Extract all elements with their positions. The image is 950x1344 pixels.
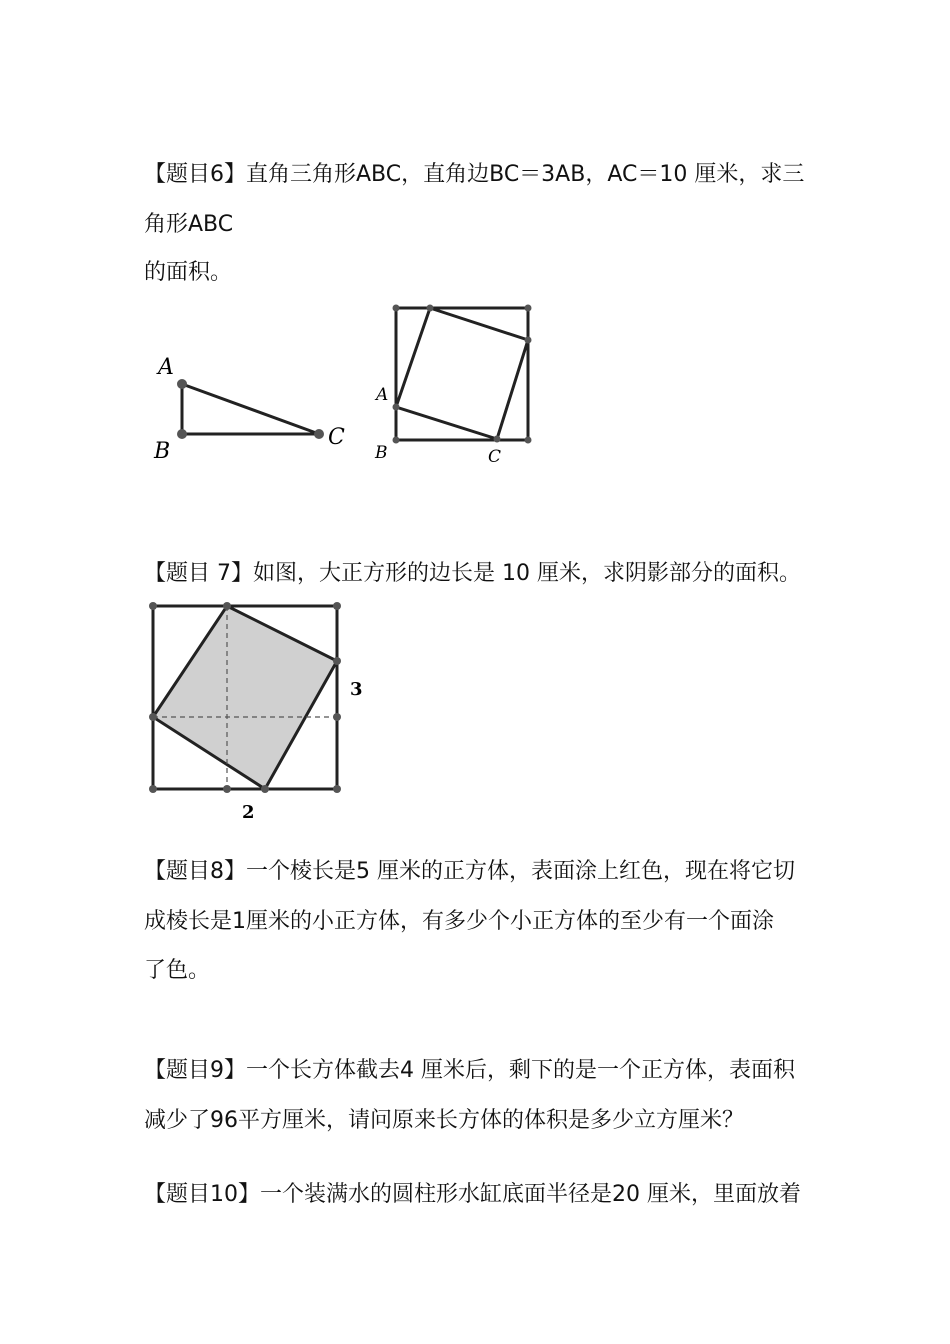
q6-square-figure	[370, 300, 540, 470]
corner-dot	[525, 305, 532, 312]
q6-text-line-1: 【题目6】直角三角形ABC，直角边BC＝3AB，AC＝10 厘米，求三	[144, 162, 805, 187]
q8-text-line-1: 【题目8】一个棱长是5 厘米的正方体，表面涂上红色，现在将它切	[144, 859, 795, 884]
triangle-label-c: C	[328, 425, 345, 450]
label-2: 2	[242, 802, 255, 823]
q6-text-line-3: 的面积。	[144, 260, 233, 285]
q8-text-line-3: 了色。	[144, 958, 211, 983]
triangle-vertex-b	[177, 429, 187, 439]
point-dot	[149, 785, 157, 793]
q9-text-line-2: 减少了96平方厘米，请问原来长方体的体积是多少立方厘米？	[144, 1108, 744, 1133]
q6-text-line-2: 角形ABC	[144, 212, 234, 237]
inner-vertex-dot	[427, 305, 434, 312]
q10-text-line-1: 【题目10】一个装满水的圆柱形水缸底面半径是20 厘米，里面放着	[144, 1182, 801, 1207]
q7-figure	[140, 595, 380, 825]
corner-dot	[393, 305, 400, 312]
q8-text-line-2: 成棱长是1厘米的小正方体，有多少个小正方体的至少有一个面涂	[144, 909, 774, 934]
square-label-b: B	[375, 443, 388, 463]
point-dot	[223, 602, 231, 610]
inner-vertex-dot	[494, 436, 501, 443]
point-dot	[333, 657, 341, 665]
q7-text-line-1: 【题目 7】如图，大正方形的边长是 10 厘米，求阴影部分的面积。	[144, 561, 801, 586]
triangle-side-ac	[182, 384, 319, 434]
q9-text-line-1: 【题目9】一个长方体截去4 厘米后，剩下的是一个正方体，表面积	[144, 1058, 795, 1083]
point-dot	[223, 785, 231, 793]
point-dot	[333, 713, 341, 721]
square-label-a: A	[376, 385, 389, 405]
corner-dot	[393, 437, 400, 444]
outer-square	[396, 308, 528, 440]
point-dot	[149, 713, 157, 721]
q6-triangle-figure	[150, 350, 360, 470]
inner-vertex-dot	[525, 337, 532, 344]
inner-tilted-square	[396, 308, 528, 439]
inner-vertex-dot	[393, 404, 400, 411]
square-label-c: C	[488, 447, 502, 467]
point-dot	[149, 602, 157, 610]
triangle-label-a: A	[158, 355, 174, 380]
label-3: 3	[350, 679, 363, 700]
triangle-vertex-a	[177, 379, 187, 389]
triangle-label-b: B	[154, 439, 171, 464]
point-dot	[333, 602, 341, 610]
shaded-region	[153, 606, 337, 789]
point-dot	[261, 785, 269, 793]
triangle-vertex-c	[314, 429, 324, 439]
corner-dot	[525, 437, 532, 444]
point-dot	[333, 785, 341, 793]
